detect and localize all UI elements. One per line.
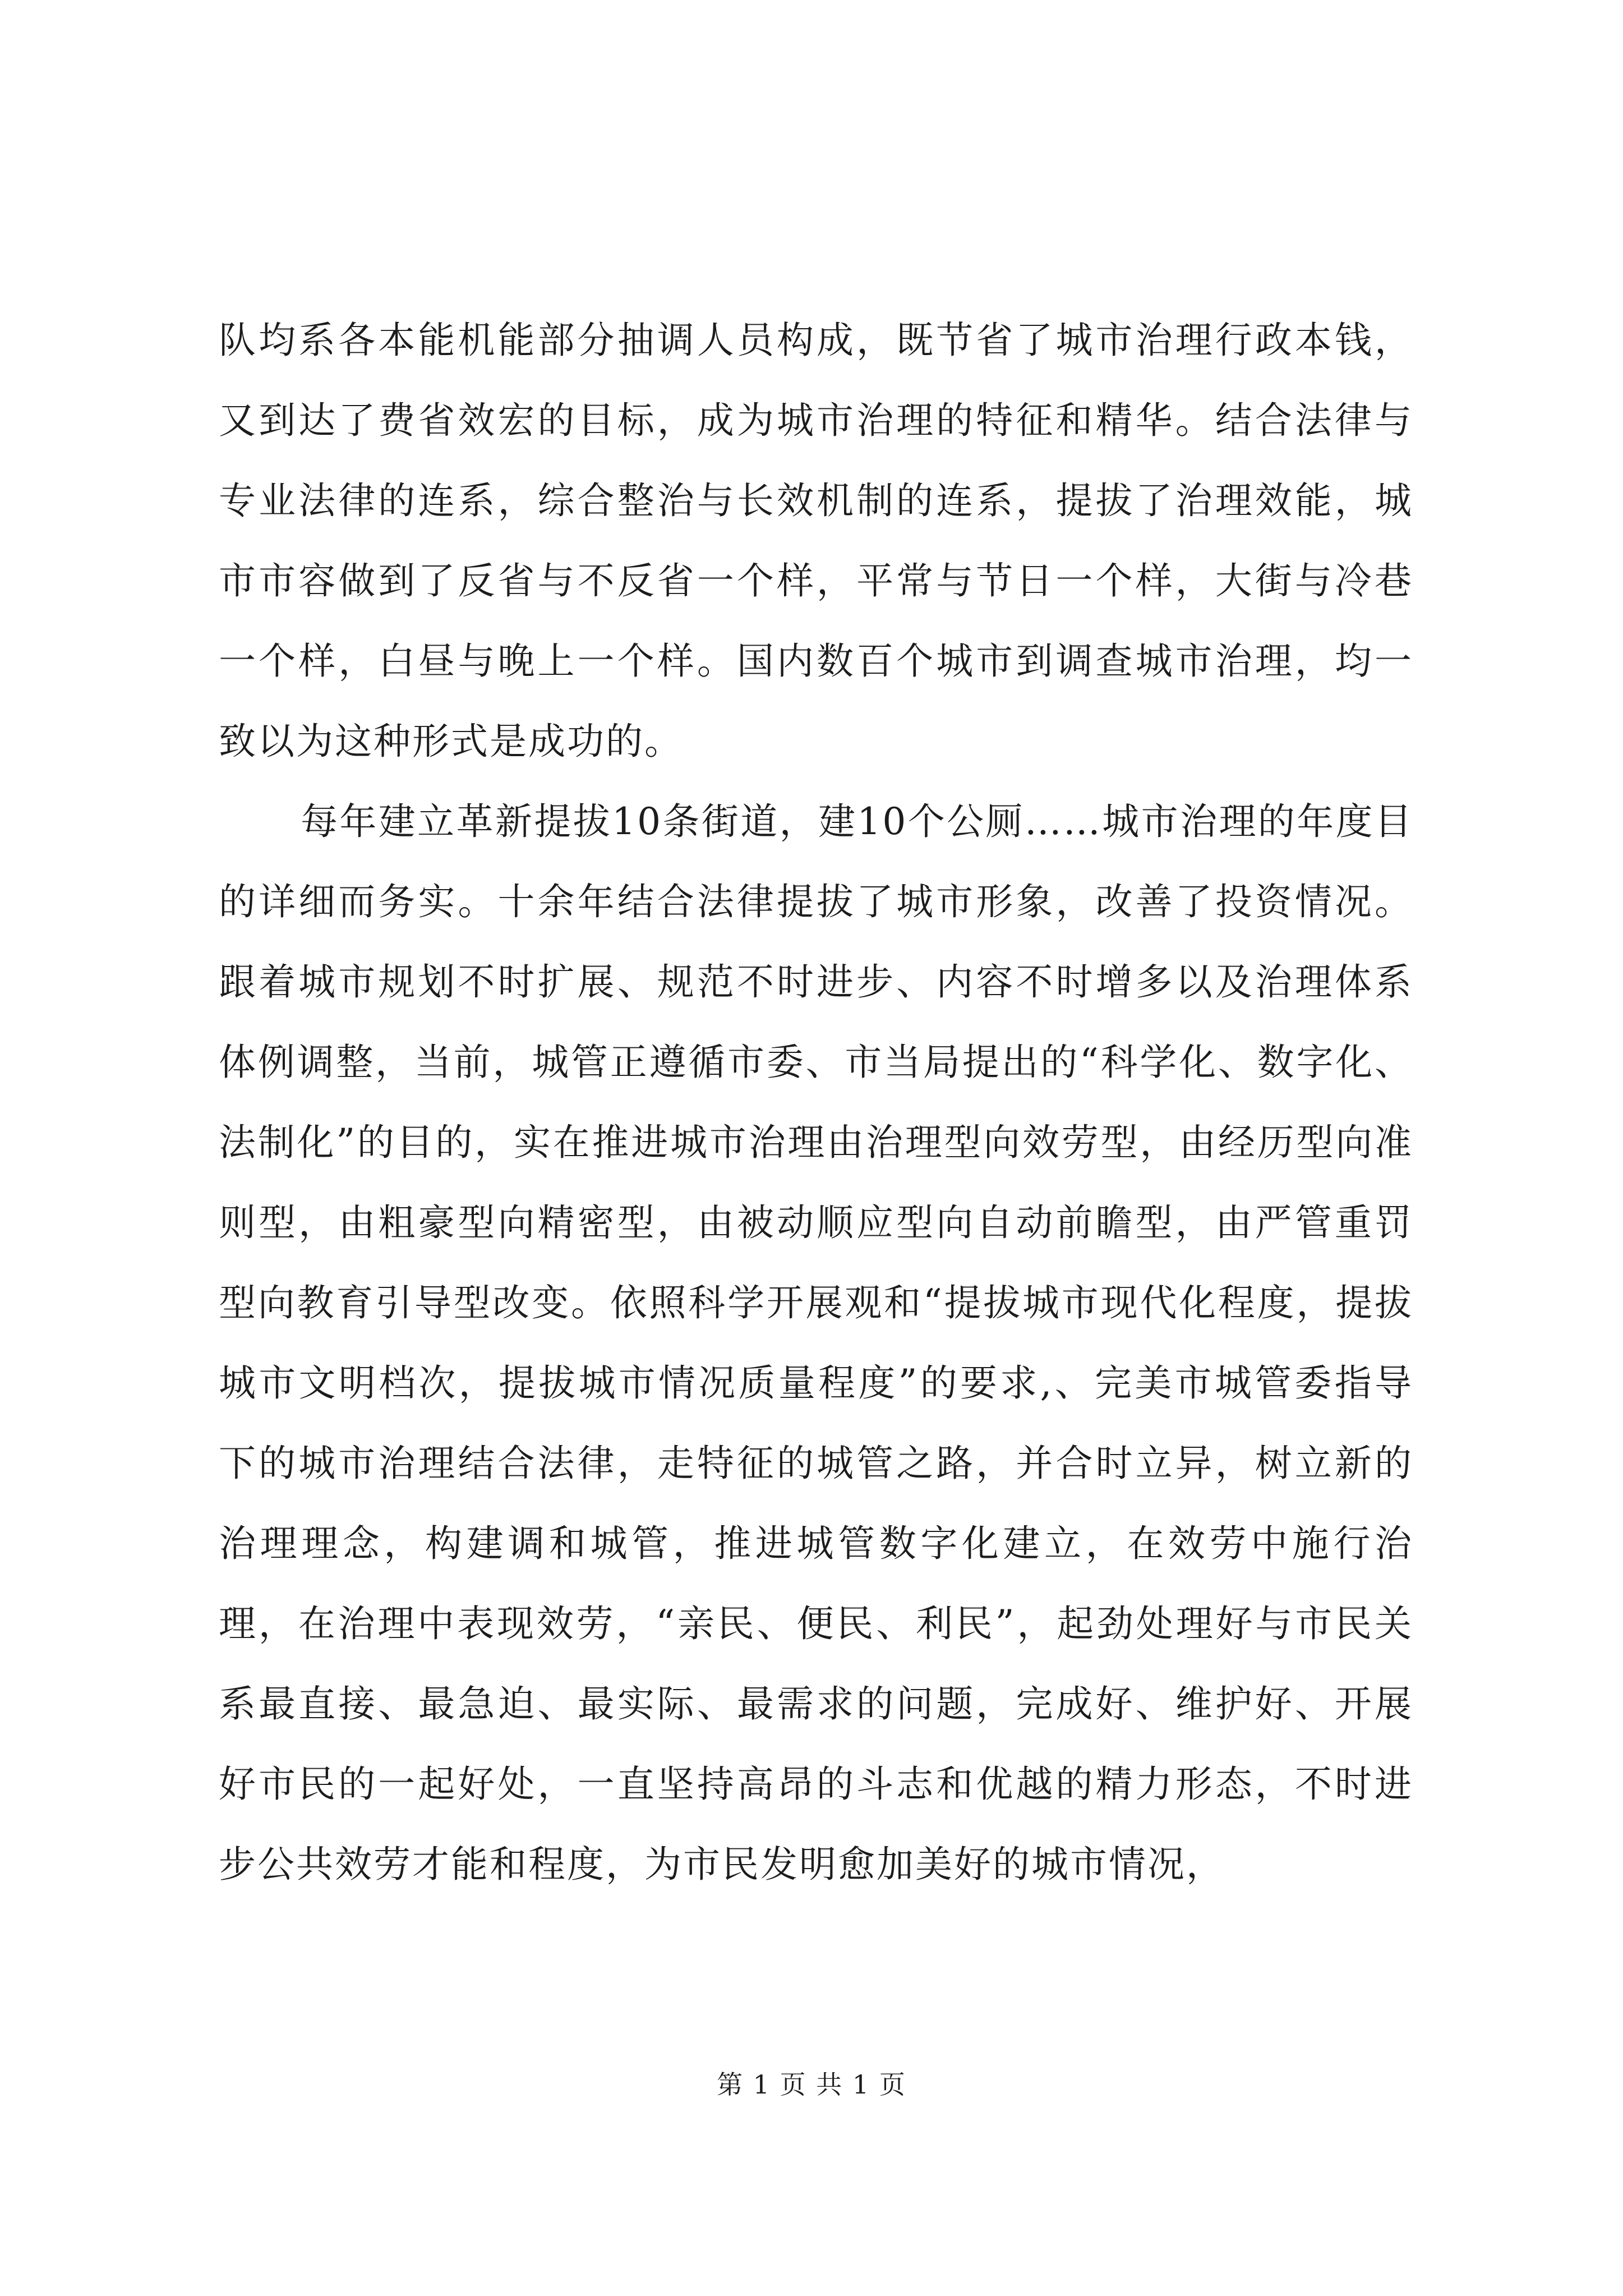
document-body [219, 300, 1413, 1904]
paragraph-indented: 每年建立革新提拔10条街道，建10个公厕……城市治理的年度目的详细而务实。十余年结合法律提拔了城市形象，改善了投资情况。跟着城市规划不时扩展、规范不时进步、内容不时增多以及治理体系体例调整，当前，城管正遵循市委、市当局提出的“科学化、数字化、法制化”的目的，实在推进城市治理由治理型向效劳型，由经历型向准则型，由粗豪型向精密型，由被动顺应型向自动前瞻型，由严管重罚型向教育引导型改变。依照科学开展观和“提拔城市现代化程度，提拔城市文明档次，提拔城市情况质量程度”的要求,、完美市城管委指导下的城市治理结合法律，走特征的城管之路，并合时立异，树立新的治理理念，构建调和城管，推进城管数字化建立，在效劳中施行治理，在治理中表现效劳，“亲民、便民、利民”，起劲处理好与市民关系最直接、最急迫、最实际、最需求的问题，完成好、维护好、开展好市民的一起好处，一直坚持高昂的斗志和优越的精力形态，不时进步公共效劳才能和程度，为市民发明愈加美好的城市情况， [219, 800, 1413, 1886]
paragraph-continued: 队均系各本能机能部分抽调人员构成，既节省了城市治理行政本钱，又到达了费省效宏的目标，成为城市治理的特征和精华。结合法律与专业法律的连系，综合整治与长效机制的连系，提拔了治理效能，城市市容做到了反省与不反省一个样，平常与节日一个样，大街与冷巷一个样，白昼与晚上一个样。国内数百个城市到调查城市治理，均一致以为这种形式是成功的。 [219, 319, 1413, 763]
page-footer: 第 1 页 共 1 页 [717, 2069, 906, 2100]
